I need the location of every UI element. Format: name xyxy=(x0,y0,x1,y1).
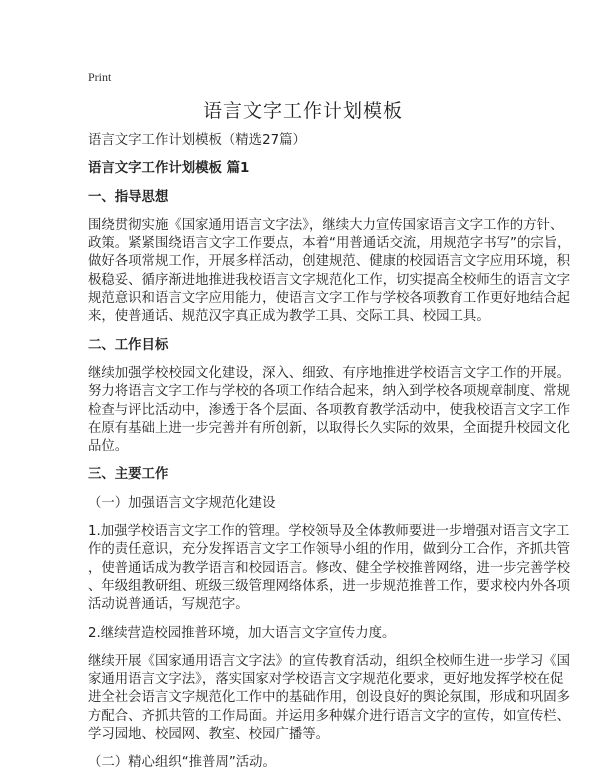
text-line: 努力将语言文字工作与学校的各项工作结合起来，纳入到学校各项规章制度、常规 xyxy=(88,384,571,400)
text-line: 检查与评比活动中，渗透于各个层面、各项教育教学活动中，使我校语言文字工作 xyxy=(88,402,571,418)
text-line: 围绕贯彻实施《国家通用语言文字法》，继续大力宣传国家语言文字工作的方针、 xyxy=(88,217,564,233)
item-2: 2.继续营造校园推普环境，加大语言文字宣传力度。 xyxy=(88,625,396,641)
subtitle: 语言文字工作计划模板（精选27篇） xyxy=(88,133,306,148)
text-line: 1.加强学校语言文字工作的管理。学校领导及全体教师要进一步增强对语言文字工 xyxy=(88,524,570,540)
text-line: 方配合、齐抓共管的工作局面。并运用多种媒介进行语言文字的宣传，如宣传栏、 xyxy=(88,708,571,724)
section-heading-1: 一、指导思想 xyxy=(88,189,169,205)
paragraph-guiding-thought xyxy=(88,217,571,327)
paragraph-goals xyxy=(88,365,571,456)
section-heading-3: 三、主要工作 xyxy=(88,467,169,483)
text-line: 进全社会语言文字规范化工作中的基础作用，创设良好的舆论氛围，形成和巩固多 xyxy=(88,690,571,706)
document-title: 语言文字工作计划模板 xyxy=(202,100,403,122)
text-line: ，使普通话成为教学语言和校园语言。修改、健全学校推普网络，进一步完善学校 xyxy=(88,560,571,576)
text-line: 规范意识和语言文字应用能力，使语言文字工作与学校各项教育工作更好地结合起 xyxy=(88,291,571,307)
paragraph-item-1 xyxy=(88,523,571,614)
text-line: 活动说普通话，写规范字。 xyxy=(88,597,249,613)
subsection-2: （二）精心组织“推普周”活动。 xyxy=(88,755,276,771)
text-line: 继续开展《国家通用语言文字法》的宣传教育活动，组织全校师生进一步学习《国 xyxy=(88,653,571,669)
print-link[interactable]: Print xyxy=(88,70,112,84)
text-line: 政策。紧紧围绕语言文字工作要点，本着“用普通话交流，用规范字书写”的宗旨， xyxy=(88,236,571,252)
text-line: 继续加强学校校园文化建设，深入、细致、有序地推进学校语言文字工作的开展。 xyxy=(88,365,571,381)
paragraph-item-2 xyxy=(88,653,571,744)
text-line: 作的责任意识，充分发挥语言文字工作领导小组的作用，做到分工合作，齐抓共管 xyxy=(88,542,571,558)
text-line: 家通用语言文字法》，落实国家对学校语言文字规范化要求，更好地发挥学校在促 xyxy=(88,672,564,688)
text-line: 做好各项常规工作，开展多样活动，创建规范、健康的校园语言文字应用环境，积 xyxy=(88,254,571,270)
article-heading: 语言文字工作计划模板 篇1 xyxy=(88,161,250,177)
text-line: 在原有基础上进一步完善并有所创新，以取得长久实际的效果，全面提升校园文化 xyxy=(88,420,571,436)
text-line: 来，使普通话、规范汉字真正成为教学工具、交际工具、校园工具。 xyxy=(88,309,490,325)
text-line: 品位。 xyxy=(88,439,129,455)
document-page xyxy=(88,70,571,783)
subsection-1: （一）加强语言文字规范化建设 xyxy=(88,495,276,511)
section-heading-2: 二、工作目标 xyxy=(88,337,169,353)
text-line: 极稳妥、循序渐进地推进我校语言文字规范化工作，切实提高全校师生的语言文字 xyxy=(88,272,571,288)
text-line: 、年级组教研组、班级三级管理网络体系，进一步规范推普工作，要求校内外各项 xyxy=(88,578,571,594)
text-line: 学习园地、校园网、教室、校园广播等。 xyxy=(88,727,330,743)
